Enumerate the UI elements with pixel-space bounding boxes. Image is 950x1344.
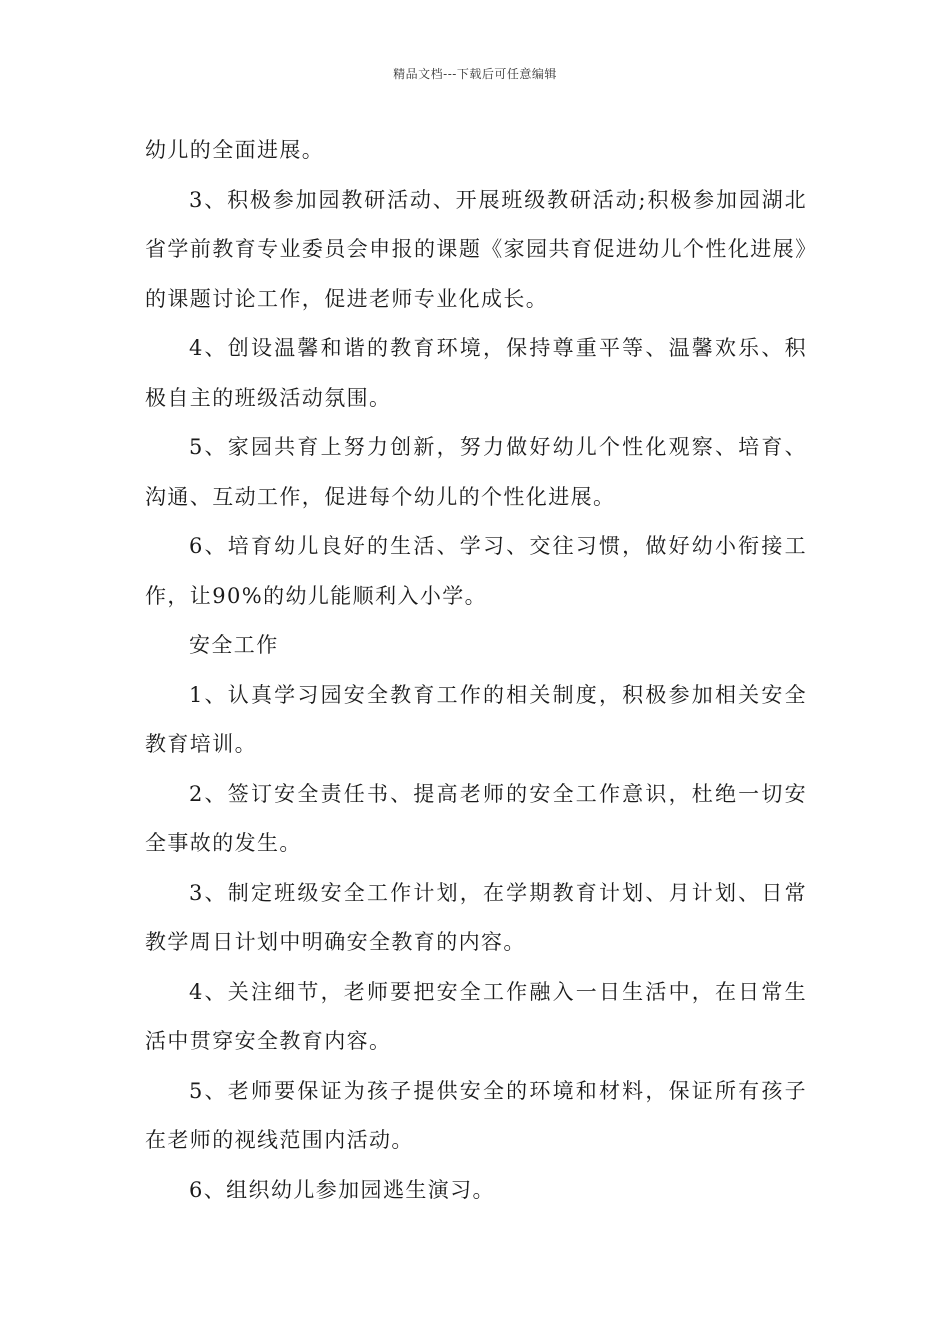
paragraph-item-6: 6、培育幼儿良好的生活、学习、交往习惯，做好幼小衔接工作，让90%的幼儿能顺利入小学。 — [145, 534, 807, 608]
safety-item-5: 5、老师要保证为孩子提供安全的环境和材料，保证所有孩子在老师的视线范围内活动。 — [145, 1078, 807, 1152]
paragraph-item-5: 5、家园共育上努力创新，努力做好幼儿个性化观察、培育、沟通、互动工作，促进每个幼儿的个性化进展。 — [145, 435, 807, 509]
safety-item-3: 3、制定班级安全工作计划，在学期教育计划、月计划、日常教学周日计划中明确安全教育的内容。 — [145, 880, 807, 954]
page-header: 精品文档---下载后可任意编辑 — [393, 67, 557, 81]
section-heading-safety: 安全工作 — [189, 633, 279, 657]
paragraph-continuation: 幼儿的全面进展。 — [145, 138, 325, 162]
safety-item-6: 6、组织幼儿参加园逃生演习。 — [189, 1177, 495, 1202]
paragraph-item-4: 4、创设温馨和谐的教育环境，保持尊重平等、温馨欢乐、积极自主的班级活动氛围。 — [145, 336, 807, 410]
paragraph-item-3: 3、积极参加园教研活动、开展班级教研活动;积极参加园湖北省学前教育专业委员会申报的课题《家园共育促进幼儿个性化进展》的课题讨论工作，促进老师专业化成长。 — [145, 187, 807, 311]
document-body — [145, 126, 807, 1215]
safety-item-2: 2、签订安全责任书、提高老师的安全工作意识，杜绝一切安全事故的发生。 — [145, 781, 807, 855]
safety-item-1: 1、认真学习园安全教育工作的相关制度，积极参加相关安全教育培训。 — [145, 682, 807, 756]
safety-item-4: 4、关注细节，老师要把安全工作融入一日生活中，在日常生活中贯穿安全教育内容。 — [145, 979, 807, 1053]
